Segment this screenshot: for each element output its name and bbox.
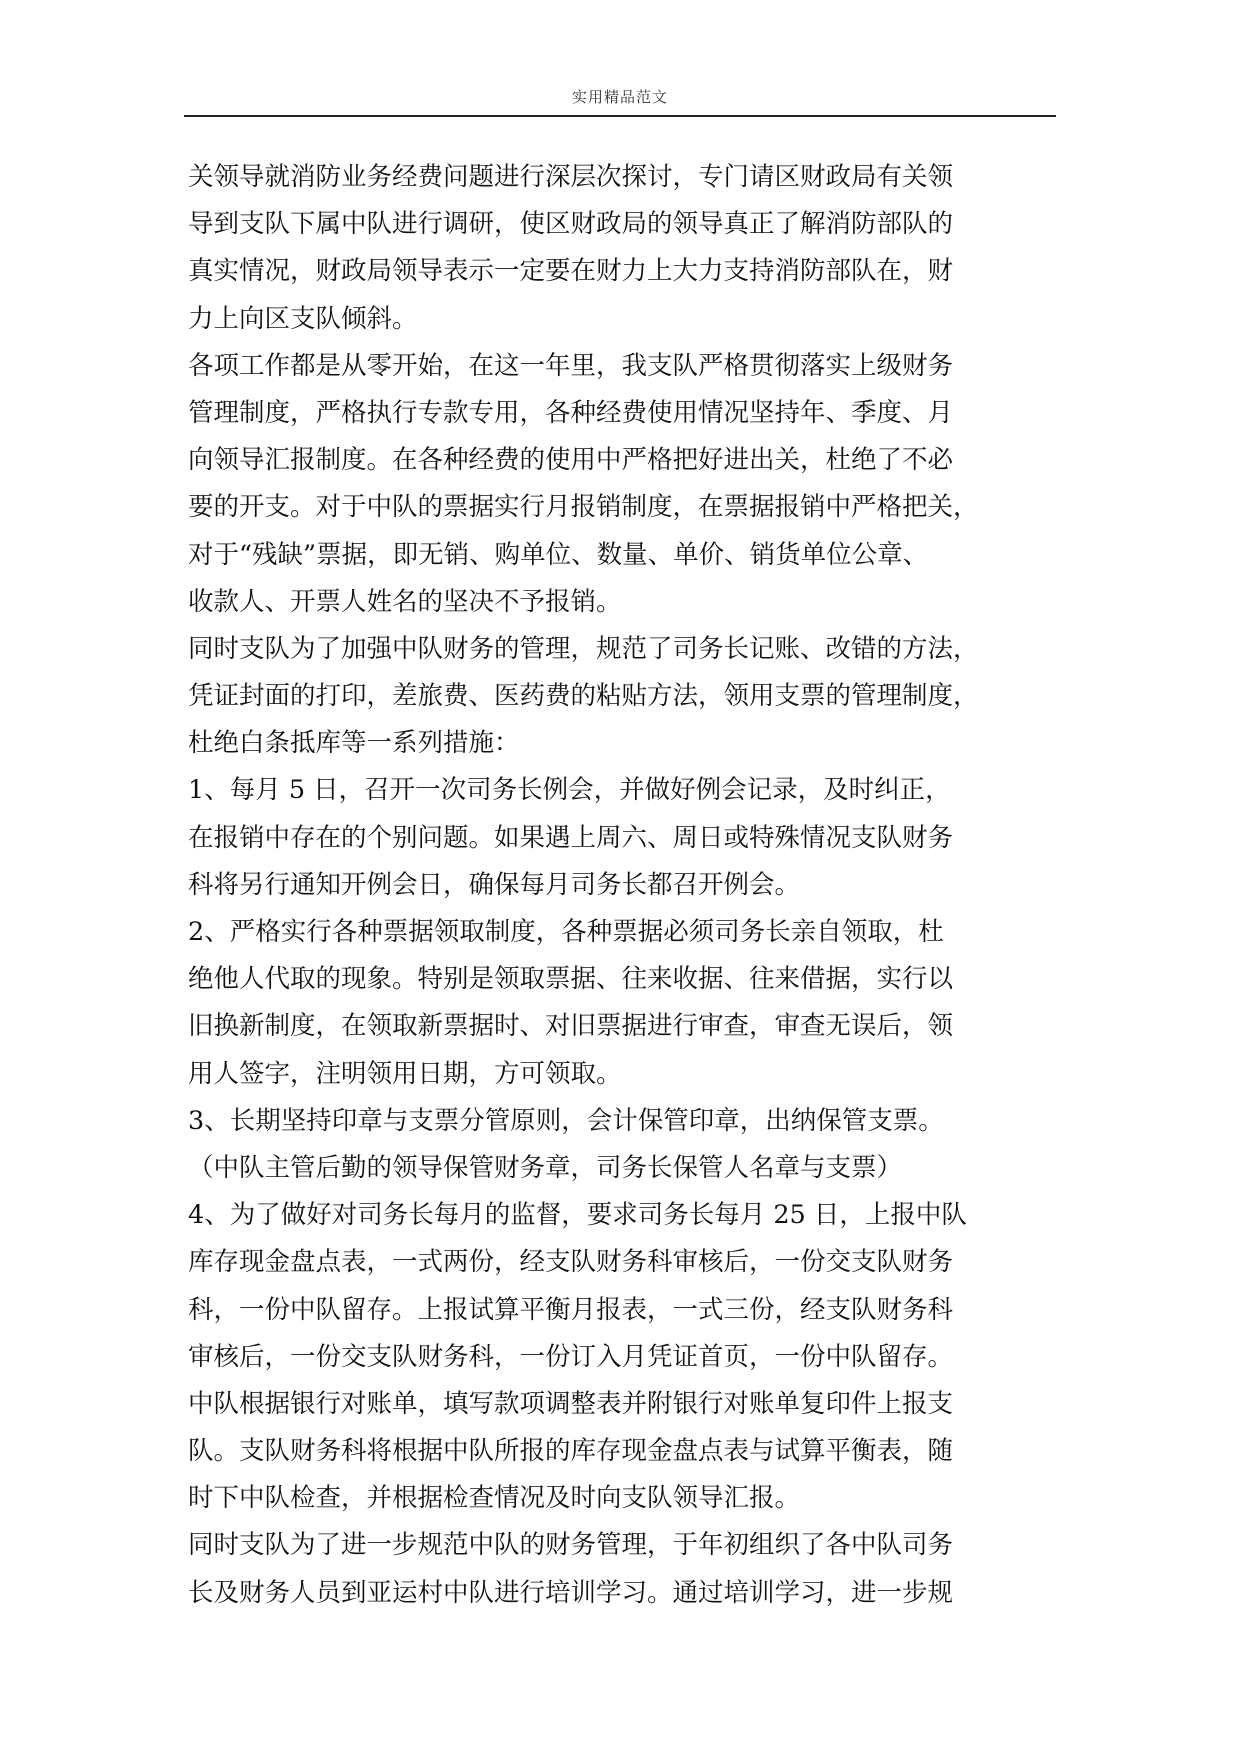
text-line: 杜绝白条抵库等一系列措施： <box>188 728 520 759</box>
text-line: 对于“残缺”票据，即无销、购单位、数量、单价、销货单位公章、 <box>188 539 929 570</box>
text-line: 2、严格实行各种票据领取制度，各种票据必须司务长亲自领取，杜 <box>188 917 944 947</box>
text-line: 关领导就消防业务经费问题进行深层次探讨，专门请区财政局有关领 <box>188 162 954 192</box>
text-line: 各项工作都是从零开始，在这一年里，我支队严格贯彻落实上级财务 <box>188 350 954 381</box>
text-line: 向领导汇报制度。在各种经费的使用中严格把好进出关，杜绝了不必 <box>188 445 954 476</box>
text-line: 旧换新制度，在领取新票据时、对旧票据进行审查，审查无误后，领 <box>188 1011 954 1042</box>
text-line: 中队根据银行对账单，填写款项调整表并附银行对账单复印件上报支 <box>188 1388 954 1419</box>
text-line: 收款人、开票人姓名的坚决不予报销。 <box>188 586 622 617</box>
text-line: 凭证封面的打印，差旅费、医药费的粘贴方法，领用支票的管理制度， <box>188 681 979 712</box>
text-line: 库存现金盘点表，一式两份，经支队财务科审核后，一份交支队财务 <box>188 1247 954 1278</box>
text-line: 同时支队为了进一步规范中队的财务管理，于年初组织了各中队司务 <box>188 1530 954 1561</box>
text-line: 科将另行通知开例会日，确保每月司务长都召开例会。 <box>188 869 801 900</box>
text-line: 队。支队财务科将根据中队所报的库存现金盘点表与试算平衡表，随 <box>188 1436 954 1467</box>
text-line: 要的开支。对于中队的票据实行月报销制度，在票据报销中严格把关， <box>188 492 979 523</box>
text-line: 绝他人代取的现象。特别是领取票据、往来收据、往来借据，实行以 <box>188 964 954 995</box>
text-line: 长及财务人员到亚运村中队进行培训学习。通过培训学习，进一步规 <box>188 1577 954 1608</box>
text-line: 同时支队为了加强中队财务的管理，规范了司务长记账、改错的方法， <box>188 633 979 664</box>
header-divider <box>184 115 1056 117</box>
body-text <box>188 154 1068 1617</box>
text-line: （中队主管后勤的领导保管财务章，司务长保管人名章与支票） <box>188 1152 903 1183</box>
text-line: 用人签字，注明领用日期，方可领取。 <box>188 1058 622 1089</box>
text-line: 真实情况，财政局领导表示一定要在财力上大力支持消防部队在，财 <box>188 256 954 287</box>
text-line: 力上向区支队倾斜。 <box>188 303 418 334</box>
page-header-title: 实用精品范文 <box>571 88 668 106</box>
text-line: 审核后，一份交支队财务科，一份订入月凭证首页，一份中队留存。 <box>188 1341 954 1372</box>
text-line: 4、为了做好对司务长每月的监督，要求司务长每月 25 日，上报中队 <box>188 1200 967 1231</box>
text-line: 管理制度，严格执行专款专用，各种经费使用情况坚持年、季度、月 <box>188 397 954 428</box>
text-line: 1、每月 5 日，召开一次司务长例会，并做好例会记录，及时纠正， <box>188 775 951 806</box>
text-line: 科，一份中队留存。上报试算平衡月报表，一式三份，经支队财务科 <box>188 1294 954 1325</box>
text-line: 时下中队检查，并根据检查情况及时向支队领导汇报。 <box>188 1483 801 1514</box>
text-line: 3、长期坚持印章与支票分管原则，会计保管印章，出纳保管支票。 <box>188 1105 944 1136</box>
text-line: 导到支队下属中队进行调研，使区财政局的领导真正了解消防部队的 <box>188 209 954 240</box>
text-line: 在报销中存在的个别问题。如果遇上周六、周日或特殊情况支队财务 <box>188 822 954 853</box>
